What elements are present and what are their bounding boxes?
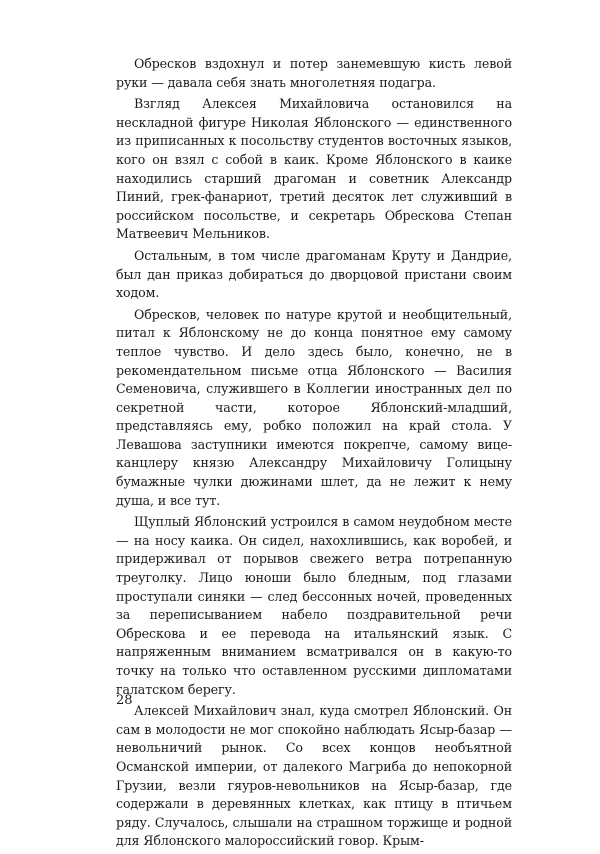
book-page-text xyxy=(116,55,512,854)
page-number: 28 xyxy=(116,693,133,708)
paragraph: Обресков, человек по натуре крутой и необщительный, питал к Яблонскому не до конца понятное ему самому теплое чувство. И дело здесь было, конечно, не в рекомендательном письме отца Яблонского — Василия Семеновича, служившего в Коллегии иностранных дел по секретной части, которое Яблонский-младший, представляясь ему, робко положил на край стола. У Левашова заступники имеются покрепче, самому вице-канцлеру князю Александру Михайловичу Голицыну бумажные чулки дюжинами шлет, да не лежит к нему душа, и все тут. xyxy=(116,306,512,508)
paragraph: Обресков вздохнул и потер занемевшую кисть левой руки — давала себя знать многолетняя подагра. xyxy=(116,56,512,90)
paragraph: Алексей Михайлович знал, куда смотрел Яблонский. Он сам в молодости не мог спокойно наблюдать Ясыр-базар — невольничий рынок. Со всех концов необъятной Османской империи, от далекого Магриба до непокорной Грузии, везли гяуров-невольников на Ясыр-базар, где содержали в деревянных клетках, как птицу в птичьем ряду. Случалось, слышали на страшном торжище и родной для Яблонского малороссийский говор. Крым- xyxy=(116,703,512,849)
paragraph: Взгляд Алексея Михайловича остановился на нескладной фигуре Николая Яблонского — единственного из приписанных к посольству студентов восточных языков, кого он взял с собой в каик. Кроме Яблонского в каике находились старший драгоман и советник Александр Пиний, грек-фанариот, третий десяток лет служивший в российском посольстве, и секретарь Обрескова Степан Матвеевич Мельников. xyxy=(116,96,512,242)
paragraph: Остальным, в том числе драгоманам Круту и Дандрие, был дан приказ добираться до дворцовой пристани своим ходом. xyxy=(116,247,512,301)
paragraph: Щуплый Яблонский устроился в самом неудобном месте — на носу каика. Он сидел, нахохлившись, как воробей, и придерживал от порывов свежего ветра потрепанную треуголку. Лицо юноши было бледным, под глазами проступали синяки — след бессонных ночей, проведенных за переписыванием набело поздравительной речи Обрескова и ее перевода на итальянский язык. С напряженным вниманием всматривался он в какую-то точку на только что оставленном русскими дипломатами галатском берегу. xyxy=(116,514,512,697)
